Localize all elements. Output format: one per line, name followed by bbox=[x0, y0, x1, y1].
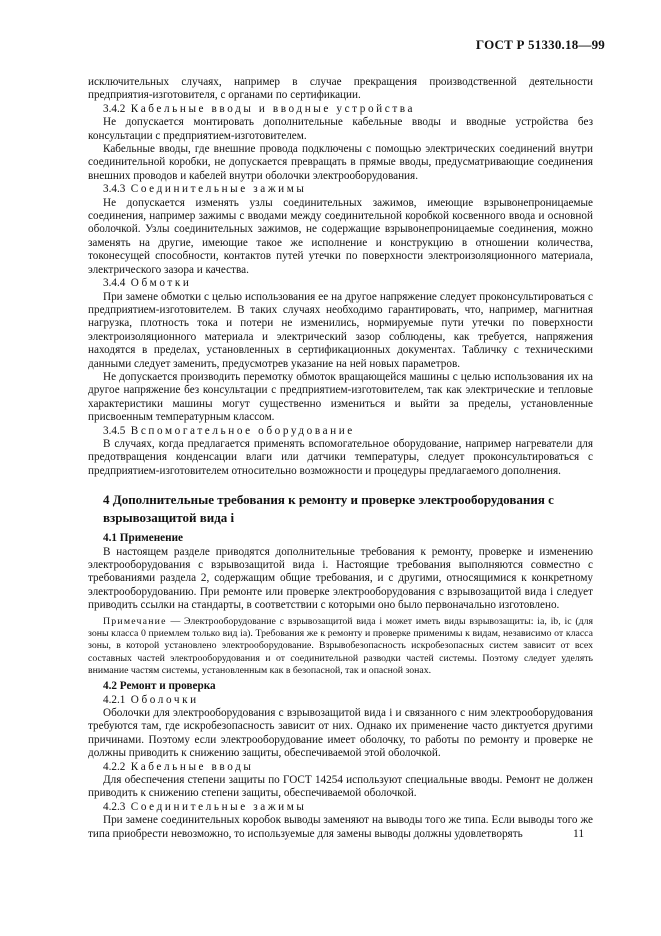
subsection-heading bbox=[88, 694, 593, 707]
heading-title: Обмотки bbox=[130, 277, 192, 290]
paragraph: При замене соединительных коробок выводы заменяют на выводы того же типа. Если выводы того же типа приобрести невозможно, то используемые для замены выводы должны удовлетворять bbox=[88, 814, 593, 840]
paragraph: Не допускается производить перемотку обмоток вращающейся машины с целью использования их на другое напряжение без консультации с предприятием-изготовителем, так как электрические и тепловые характеристики машины могут существенно измениться и выйти за пределы, установленные присвоенным температурным классом. bbox=[88, 370, 593, 424]
heading-number: 3.4.2 bbox=[103, 102, 126, 115]
heading-title: Кабельные вводы bbox=[130, 760, 254, 773]
page-header: ГОСТ Р 51330.18—99 bbox=[475, 37, 605, 52]
subsection-heading bbox=[88, 183, 593, 196]
subsection-heading bbox=[88, 761, 593, 774]
subsection-heading bbox=[88, 801, 593, 814]
paragraph: Не допускается монтировать дополнительные кабельные вводы и вводные устройства без консультации с предприятием-изготовителем. bbox=[88, 116, 593, 142]
paragraph: При замене обмотки с целью использования ее на другое напряжение следует проконсультироваться с предприятием-изготовителем. В таких случаях необходимо гарантировать, что, например, магнитная нагрузка, плотность тока и потери не изменились, нормируемые пути утечки по поверхности электроизоляционного материала и электрический зазор соблюдены, как требуется, напряжения находятся в пределах, установленных в сертификационных документах. Табличку с техническими данными следует заменить, предусмотрев указание на ней новых параметров. bbox=[88, 290, 593, 370]
note-label: Примечание bbox=[103, 615, 167, 627]
page-number: 11 bbox=[573, 828, 585, 840]
paragraph: В случаях, когда предлагается применять вспомогательное оборудование, например нагреватели для предотвращения конденсации влаги или датчики температуры, следует проконсультироваться с предприятием-изготовителем относительно возможности и процедуры предлагаемого дополнения. bbox=[88, 437, 593, 477]
heading-title: Вспомогательное оборудование bbox=[130, 424, 355, 437]
paragraph: исключительных случаях, например в случае прекращения производственной деятельности предприятия-изготовителя, с органами по сертификации. bbox=[88, 76, 593, 102]
heading-title: Оболочки bbox=[130, 693, 199, 706]
paragraph: Не допускается изменять узлы соединительных зажимов, имеющие взрывонепроницаемые соединения, например зажимы с вводами между соединительной коробкой косвенного ввода и основной оболочкой. Узлы соединительных зажимов, не содержащие взрывонепроницаемые соединения, можно заменять на другие, имеющие такое же исполнение и конструкцию в отношении количества, токонесущей способности, контактов путей утечки по поверхности электроизоляционного материала, электрического зазора и качества. bbox=[88, 196, 593, 276]
heading-number: 4.2.1 bbox=[103, 693, 126, 706]
heading-title: Кабельные вводы и вводные устройства bbox=[130, 102, 416, 115]
subsection-title: 4.1 Применение bbox=[103, 532, 184, 545]
note bbox=[88, 616, 593, 677]
subsection-title: 4.2 Ремонт и проверка bbox=[103, 680, 216, 693]
section-title: 4 Дополнительные требования к ремонту и проверке электрооборудования с взрывозащитой вида i bbox=[103, 492, 554, 525]
subsection-heading bbox=[88, 103, 593, 116]
heading-number: 3.4.5 bbox=[103, 424, 126, 437]
heading-number: 4.2.2 bbox=[103, 760, 126, 773]
document-body bbox=[88, 76, 593, 841]
subsection-heading bbox=[88, 425, 593, 438]
paragraph: Оболочки для электрооборудования с взрывозащитой вида i и связанного с ним электрооборудования требуются там, где искробезопасность зависит от них. Однако их применение часто диктуется другими причинами. Поэтому если электрооборудование имеет оболочку, то работы по ремонту и проверке не должны приводить к снижению защиты, обеспечиваемой этой оболочкой. bbox=[88, 706, 593, 760]
heading-title: Соединительные зажимы bbox=[130, 800, 307, 813]
paragraph: Кабельные вводы, где внешние провода подключены с помощью электрических соединений внутри соединительной коробки, не допускается превращать в прямые вводы, предусматривающие соединения внешних проводов и кабелей внутри оболочки электрооборудования. bbox=[88, 143, 593, 182]
heading-title: Соединительные зажимы bbox=[130, 183, 307, 196]
paragraph: Для обеспечения степени защиты по ГОСТ 14254 используют специальные вводы. Ремонт не должен приводить к снижению степени защиты, обеспечиваемой оболочкой. bbox=[88, 773, 593, 800]
heading-number: 3.4.4 bbox=[103, 277, 126, 290]
note-text: — Электрооборудование с взрывозащитой вида i может иметь виды взрывозащиты: ia, ib, ic (для зоны класса 0 приемлем только вид ia). Требования же к ремонту и проверке применимы к видам, независимо от класса зоны, в которой установлено электрооборудование. Взрывобезопасность искробезопасных систем зависит от всех составных частей электрооборудования и от соединительной разводки частей системы. Поэтому следует уделять внимание частям системы, установленным как в безопасной, так и опасной зонах. bbox=[88, 615, 593, 676]
paragraph: В настоящем разделе приводятся дополнительные требования к ремонту, проверке и изменению электрооборудования с взрывозащитой вида i. Настоящие требования выполняются совместно с требованиями раздела 2, содержащим общие требования, и с другими, относящимися к конкретному электрооборудованию. При ремонте или проверке электрооборудования с взрывозащитой вида i следует приводить ссылки на стандарты, в соответствии с которыми оно было первоначально изготовлено. bbox=[88, 545, 593, 612]
subsection-heading bbox=[88, 277, 593, 290]
heading-number: 3.4.3 bbox=[103, 183, 126, 196]
heading-number: 4.2.3 bbox=[103, 800, 126, 813]
